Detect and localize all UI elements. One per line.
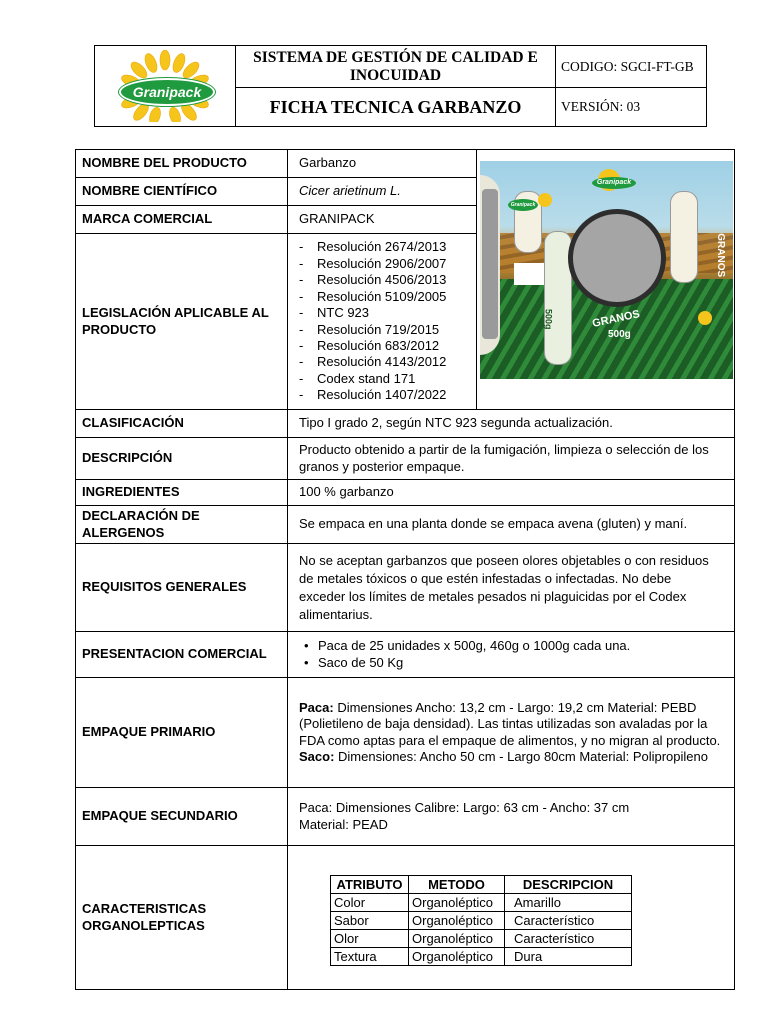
package-brand-badge-small: Granipack bbox=[508, 199, 538, 211]
row-ingredients: INGREDIENTES 100 % garbanzo bbox=[76, 480, 735, 506]
list-item: - Resolución 5109/2005 bbox=[299, 289, 474, 305]
list-item: • Paca de 25 unidades x 500g, 460g o 1000g cada una. bbox=[304, 638, 732, 654]
row-general-requirements: REQUISITOS GENERALES No se aceptan garbanzos que poseen olores objetables o con residuos de metales tóxicos o que estén infestadas o infectadas. No debe exceder los límites de metales pesados ni plaguicidas por el Codex alimentarius. bbox=[76, 544, 735, 632]
row-description: DESCRIPCIÓN Producto obtenido a partir de la fumigación, limpieza o selección de los granos y posterior empaque. bbox=[76, 438, 735, 480]
row-brand: MARCA COMERCIAL GRANIPACK bbox=[76, 206, 735, 234]
row-organoleptic: CARACTERISTICAS ORGANOLEPTICAS ATRIBUTO METODO DESCRIPCION Color Organoléptico Amarillo Sabor Organoléptico Característico Olor Organoléptico Característico Textura Organoléptico Dura bbox=[76, 846, 735, 990]
list-item: - Codex stand 171 bbox=[299, 371, 474, 387]
package-weight: 500g bbox=[608, 329, 631, 340]
list-item: - Resolución 683/2012 bbox=[299, 338, 474, 354]
list-item: - Resolución 4506/2013 bbox=[299, 272, 474, 288]
granipack-logo bbox=[111, 50, 219, 122]
system-title: SISTEMA DE GESTIÓN DE CALIDAD E INOCUIDAD bbox=[236, 46, 556, 88]
logo-wordmark: Granipack bbox=[119, 78, 215, 106]
row-allergens: DECLARACIÓN DE ALERGENOS Se empaca en una planta donde se empaca avena (gluten) y maní. bbox=[76, 506, 735, 544]
package-artwork bbox=[480, 161, 733, 379]
list-item: - Resolución 2674/2013 bbox=[299, 239, 474, 255]
package-product-word-vertical: GRANOS bbox=[715, 233, 727, 278]
package-image-cell bbox=[477, 150, 735, 410]
technical-sheet-table bbox=[75, 149, 735, 990]
row-product-name: NOMBRE DEL PRODUCTO Garbanzo Granipack Granipack GRANOS 500g GRANOS 500g bbox=[76, 150, 735, 178]
sun-icon bbox=[538, 193, 552, 207]
table-row: Color Organoléptico Amarillo bbox=[331, 894, 632, 912]
row-commercial-presentation: PRESENTACION COMERCIAL • Paca de 25 unidades x 500g, 460g o 1000g cada una. • Saco de 50 Kg bbox=[76, 632, 735, 678]
list-item: - Resolución 2906/2007 bbox=[299, 256, 474, 272]
package-window bbox=[568, 209, 666, 307]
document-code: CODIGO: SGCI-FT-GB bbox=[556, 46, 707, 88]
table-header-row: ATRIBUTO METODO DESCRIPCION bbox=[331, 876, 632, 894]
package-weight-vertical: 500g bbox=[543, 308, 554, 330]
package-product-word: GRANOS bbox=[591, 308, 641, 330]
list-item: - Resolución 1407/2022 bbox=[299, 387, 474, 403]
document-version: VERSIÓN: 03 bbox=[556, 88, 707, 127]
list-item: • Saco de 50 Kg bbox=[304, 655, 732, 671]
table-row: Olor Organoléptico Característico bbox=[331, 930, 632, 948]
logo-cell bbox=[95, 46, 236, 127]
organoleptic-table bbox=[330, 875, 632, 966]
list-item: - Resolución 719/2015 bbox=[299, 322, 474, 338]
list-item: - NTC 923 bbox=[299, 305, 474, 321]
package-brand-badge: Granipack bbox=[592, 177, 636, 189]
table-row: Sabor Organoléptico Característico bbox=[331, 912, 632, 930]
row-primary-packaging: EMPAQUE PRIMARIO Paca: Dimensiones Ancho: 13,2 cm - Largo: 19,2 cm Material: PEBD (Polietileno de baja densidad). Las tintas utilizadas son avaladas por la FDA como aptas para el empaque de alimentos, y no migran al producto. Saco: Dimensiones: Ancho 50 cm - Largo 80cm Material: Polipropileno bbox=[76, 678, 735, 788]
row-classification: CLASIFICACIÓN Tipo I grado 2, según NTC 923 segunda actualización. bbox=[76, 410, 735, 438]
table-row: Textura Organoléptico Dura bbox=[331, 948, 632, 966]
legislation-list bbox=[299, 239, 474, 403]
presentation-list bbox=[299, 638, 732, 671]
list-item: - Resolución 4143/2012 bbox=[299, 354, 474, 370]
document-header bbox=[94, 45, 707, 127]
row-secondary-packaging: EMPAQUE SECUNDARIO Paca: Dimensiones Calibre: Largo: 63 cm - Ancho: 37 cm Material: PEAD bbox=[76, 788, 735, 846]
row-scientific-name: NOMBRE CIENTÍFICO Cicer arietinum L. bbox=[76, 178, 735, 206]
row-legislation: LEGISLACIÓN APLICABLE AL PRODUCTO - Resolución 2674/2013 - Resolución 2906/2007 - Resolución 4506/2013 - Resolución 5109/2005 - NTC 923 - Resolución 719/2015 - Resolución 683/2012 - Resolución 4143/2012 - Codex stand 171 - Resolución 1407/2022 bbox=[76, 234, 735, 410]
document-subtitle: FICHA TECNICA GARBANZO bbox=[236, 88, 556, 127]
sun-icon bbox=[698, 311, 712, 325]
